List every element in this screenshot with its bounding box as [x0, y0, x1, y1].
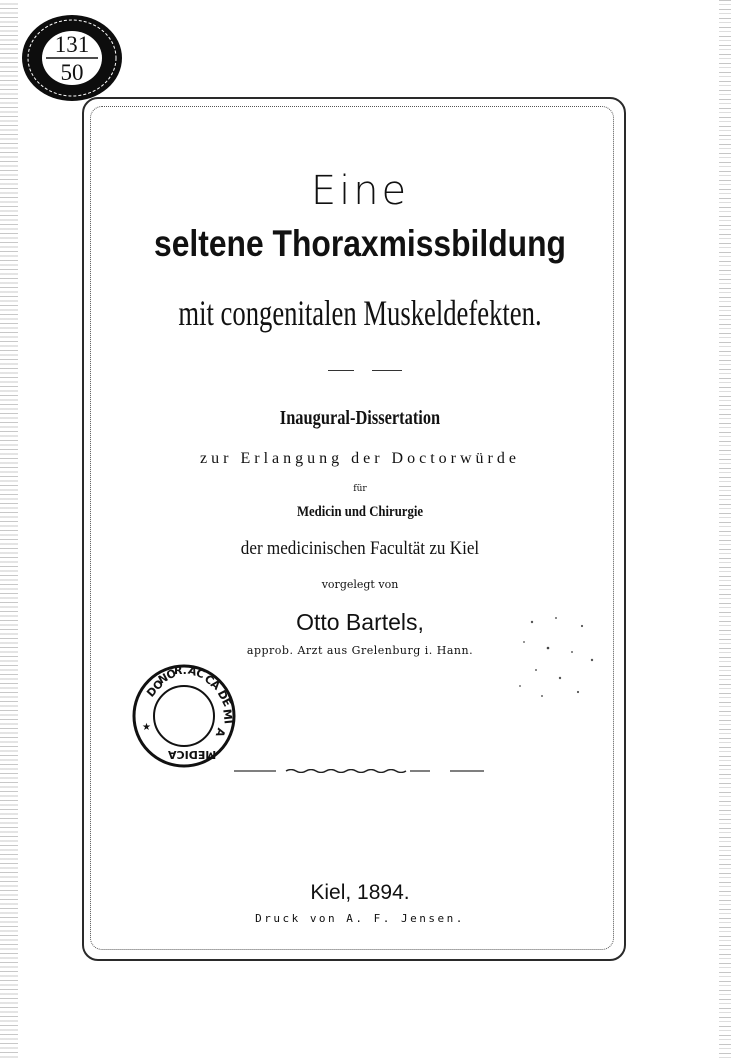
title-line-1: Eine [310, 168, 410, 214]
printer-line: Druck von A. F. Jensen. [255, 912, 465, 925]
for-line: für [353, 484, 367, 494]
author-name: Otto Bartels, [296, 609, 424, 635]
faculty-line: der medicinischen Facultät zu Kiel [240, 538, 480, 559]
ornamental-divider [234, 769, 484, 773]
donation-stamp [128, 660, 240, 772]
purpose-line: zur Erlangung der Doctorwürde [200, 450, 520, 467]
donation-stamp-text: DO NO R. AC CA DE MI A MEDICA [144, 663, 235, 761]
author-details: approb. Arzt aus Grelenburg i. Hann. [246, 644, 474, 657]
shelf-number-top: 131 [54, 32, 90, 57]
library-stamp [12, 8, 128, 104]
svg-text:★: ★ [142, 722, 151, 733]
submitted-by-line: vorgelegt von [321, 578, 399, 591]
fields-line: Medicin und Chirurgie [296, 504, 424, 520]
shelf-number-bottom: 50 [60, 60, 84, 85]
title-line-3: mit congenitalen Muskeldefekten. [178, 293, 542, 333]
page-edge-right [719, 0, 731, 1058]
place-and-year: Kiel, 1894. [310, 881, 410, 904]
dissertation-label: Inaugural-Dissertation [279, 407, 441, 429]
ink-specks [512, 612, 602, 700]
title-line-2: seltene Thoraxmissbildung [154, 223, 566, 264]
title-divider [328, 370, 402, 371]
page-edge-left [0, 0, 18, 1058]
